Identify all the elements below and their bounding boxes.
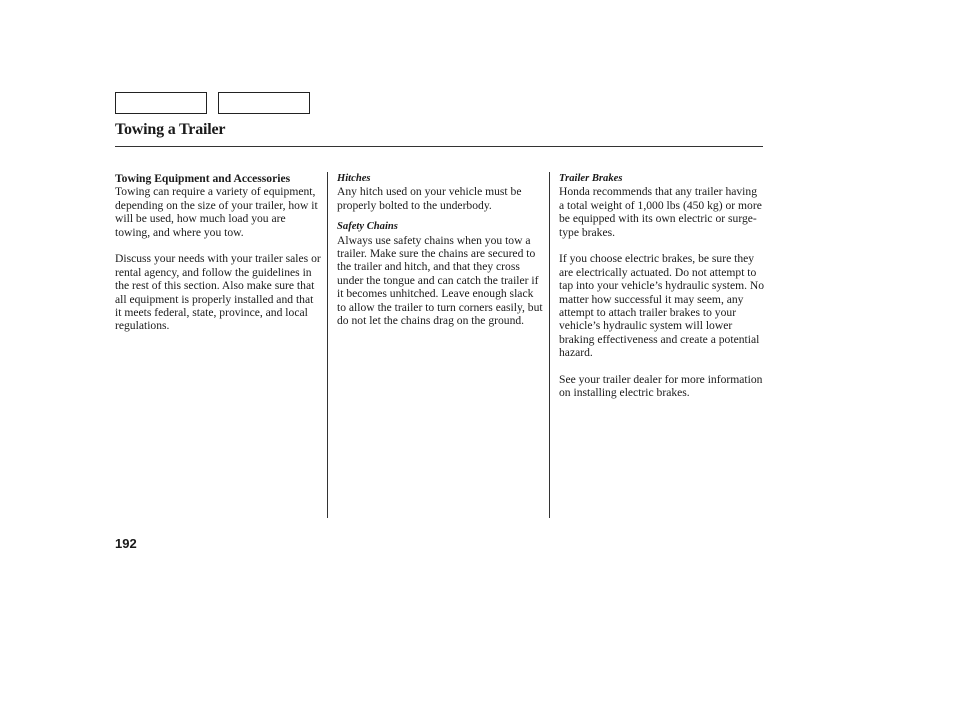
column-hitches-chains — [337, 172, 543, 327]
column-towing-equipment — [115, 172, 321, 333]
column-divider — [549, 172, 550, 518]
page-number: 192 — [115, 536, 137, 551]
title-rule — [115, 146, 763, 147]
column-divider — [327, 172, 328, 518]
sub-heading-safety-chains: Safety Chains — [337, 221, 398, 233]
paragraph-towing-requirements: Towing can require a variety of equipment, depending on the size of your trailer, how it will be used, how much load you are towing, and where you tow. — [115, 185, 318, 239]
paragraph-discuss-needs: Discuss your needs with your trailer sales or rental agency, and follow the guidelines in the rest of this section. Also make sure that all equipment is properly installed and that it meets federal, state, province, and local regulations. — [115, 252, 321, 333]
paragraph-hitches: Any hitch used on your vehicle must be properly bolted to the underbody. — [337, 185, 522, 212]
paragraph-brakes-recommendation: Honda recommends that any trailer having a total weight of 1,000 lbs (450 kg) or more be equipped with its own electric or surge-type brakes. — [559, 185, 762, 239]
page-title: Towing a Trailer — [115, 121, 226, 138]
column-trailer-brakes — [559, 172, 765, 400]
sub-heading-trailer-brakes: Trailer Brakes — [559, 173, 623, 184]
paragraph-see-dealer: See your trailer dealer for more information on installing electric brakes. — [559, 373, 763, 400]
sub-heading-hitches: Hitches — [337, 173, 371, 184]
nav-button-index[interactable] — [218, 92, 310, 114]
nav-button-main-menu[interactable] — [115, 92, 207, 114]
paragraph-electric-brakes: If you choose electric brakes, be sure they are electrically actuated. Do not attempt to tap into your vehicle’s hydraulic system. No matter how successful it may seem, any attempt to attach trailer brakes to your vehicle’s hydraulic system will lower braking effectiveness and create a potential hazard. — [559, 252, 765, 360]
section-heading-towing-equipment: Towing Equipment and Accessories — [115, 172, 291, 185]
paragraph-safety-chains: Always use safety chains when you tow a trailer. Make sure the chains are secured to the trailer and hitch, and that they cross under the tongue and can catch the trailer if it becomes unhitched. Leave enough slack to allow the trailer to turn corners easily, but do not let the chains drag on the ground. — [337, 233, 543, 328]
